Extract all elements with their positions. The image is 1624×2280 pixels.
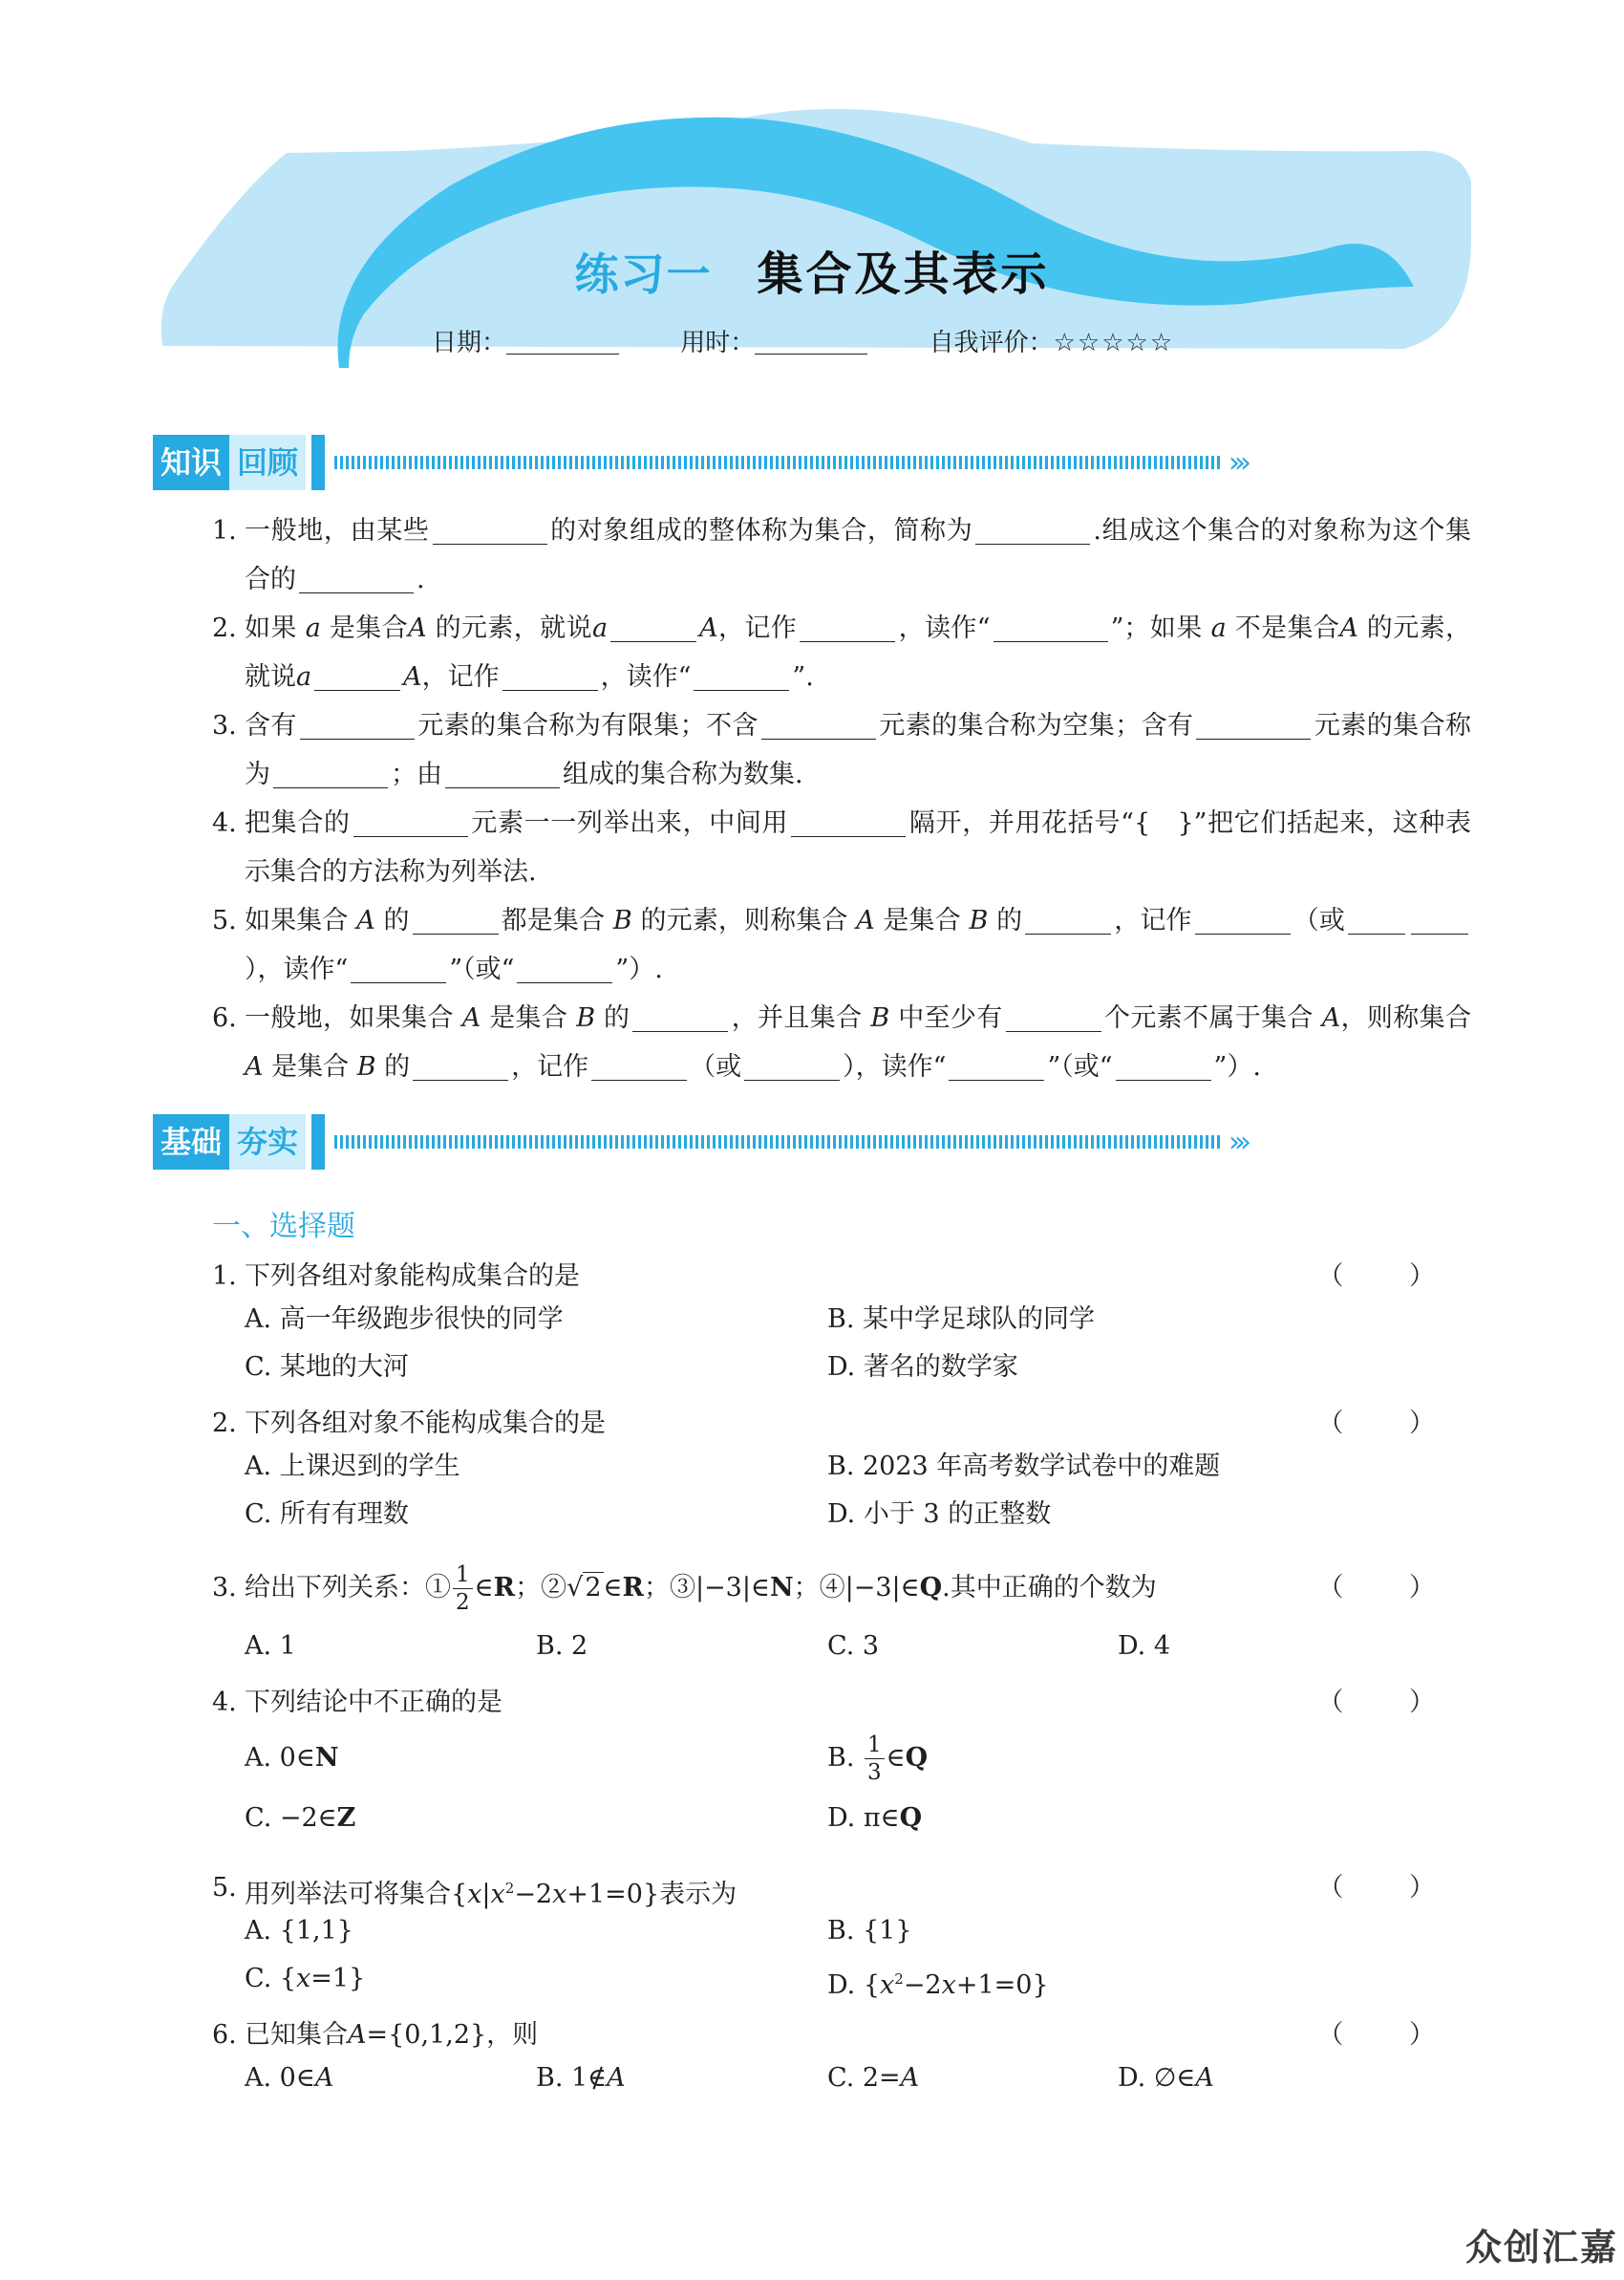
watermark: 众创汇嘉: [1464, 2226, 1618, 2269]
star-rating: ☆☆☆☆☆: [1053, 329, 1175, 357]
question-6: 6. 已知集合A={0,1,2}，则 （ ） A. 0∈A B. 1∉A C. 2=A D. ∅∈A: [212, 2016, 1471, 2102]
self-eval-field: 自我评价：☆☆☆☆☆: [929, 329, 1175, 357]
date-field: 日期：: [432, 323, 619, 358]
list-item: 6. 一般地，如果集合 A 是集合 B 的 ，并且集合 B 中至少有 个元素不属于集合 A，则称集合 A 是集合 B 的 ，记作 （或 ），读作“ ”（或“ ”）.: [212, 1003, 1471, 1082]
option-a: A. 0∈A: [245, 2063, 334, 2093]
list-item: 4. 把集合的 元素一一列举出来，中间用 隔开，并用花括号“{ }”把它们括起来，这种表示集合的方法称为列举法.: [212, 808, 1472, 887]
exercise-label: 练习一: [574, 248, 713, 300]
option-d: D. ∅∈A: [1118, 2063, 1214, 2093]
section-header-basic: 基础 夯实 ›››: [153, 1114, 1246, 1170]
option-d: D. 4: [1118, 1631, 1171, 1661]
question-5: 5. 用列举法可将集合$\{x|x^2-2x+1=0\}$表示为 （ ） A. {1,1} B. {1} C. {x=1} D. $\{x^2-2x+1=0\}$: [212, 1869, 1471, 2003]
answer-paren: （ ）: [1317, 1873, 1464, 1903]
option-b: B. {1}: [827, 1916, 912, 1946]
list-item: 5. 如果集合 A 的 都是集合 B 的元素，则称集合 A 是集合 B 的 ，记作 （或），读作“ ”（或“ ”）.: [212, 896, 1471, 994]
option-c: C. −2∈Z: [245, 1803, 356, 1833]
option-c: C. 2=A: [827, 2063, 920, 2093]
option-d: D. π∈Q: [827, 1803, 923, 1833]
option-a: A. 高一年级跑步很快的同学: [245, 1304, 564, 1334]
answer-paren: （ ）: [1317, 1261, 1464, 1291]
option-b: B. 1∉A: [536, 2063, 626, 2093]
chevrons-icon: ›››: [1229, 445, 1247, 480]
question-1: 1. 下列各组对象能构成集合的是 （ ） A. 高一年级跑步很快的同学 B. 某中学足球队的同学 C. 某地的大河 D. 著名的数学家: [212, 1258, 1471, 1391]
answer-paren: （ ）: [1317, 1688, 1464, 1717]
section-header-review: 知识 回顾 ›››: [153, 435, 1246, 490]
dotted-divider: [334, 1135, 1223, 1149]
list-item: 1. 一般地，由某些 的对象组成的整体称为集合，简称为 .组成这个集合的对象称为这个集合的 .: [212, 516, 1471, 594]
option-b: B. 某中学足球队的同学: [827, 1304, 1096, 1334]
option-a: A. 上课迟到的学生: [245, 1452, 460, 1481]
option-b: B. $\frac{1}{3}$ ∈Q: [827, 1732, 929, 1785]
page-title: [0, 237, 1624, 303]
option-b: B. 2023 年高考数学试卷中的难题: [827, 1452, 1221, 1481]
question-4: 4. 下列结论中不正确的是 （ ） A. 0∈N B. $\frac{1}{3}$ ∈Q C. −2∈Z D. π∈Q: [212, 1684, 1471, 1842]
option-d: D. 小于 3 的正整数: [827, 1499, 1052, 1529]
option-d: D. 著名的数学家: [827, 1352, 1018, 1382]
time-field: 用时：: [680, 323, 867, 358]
exercise-title: 集合及其表示: [757, 247, 1050, 301]
answer-paren: （ ）: [1317, 2020, 1464, 2050]
dotted-divider: [334, 456, 1223, 469]
list-item: 2. 如果 a 是集合A 的元素，就说a A，记作 ，读作“ ”；如果 a 不是集合A 的元素，就说a A，记作 ，读作“ ”.: [212, 613, 1471, 692]
meta-row: [432, 323, 1228, 358]
option-b: B. 2: [536, 1631, 588, 1661]
option-c: C. 所有有理数: [245, 1499, 409, 1529]
choice-heading: 一、选择题: [212, 1210, 355, 1243]
list-item: 3. 含有 元素的集合称为有限集；不含 元素的集合称为空集；含有 元素的集合称为 ；由 组成的集合称为数集.: [212, 711, 1472, 789]
chevrons-icon: ›››: [1229, 1125, 1247, 1159]
question-3: 3. 给出下列关系：① $\frac{1}{2}$ ∈R；②√2∈R；③|−3|∈N；④|−3|∈Q.其中正确的个数为 （ ） A. 1 B. 2 C. 3 D. 4: [212, 1558, 1471, 1670]
option-c: C. 某地的大河: [245, 1352, 409, 1382]
option-d: D. $\{x^2-2x+1=0\}$: [827, 1970, 1049, 2000]
question-2: 2. 下列各组对象不能构成集合的是 （ ） A. 上课迟到的学生 B. 2023 年高考数学试卷中的难题 C. 所有有理数 D. 小于 3 的正整数: [212, 1405, 1471, 1538]
option-a: A. {1,1}: [245, 1916, 353, 1946]
option-a: A. 1: [245, 1631, 296, 1661]
answer-paren: （ ）: [1317, 1409, 1464, 1438]
option-a: A. 0∈N: [245, 1743, 339, 1773]
option-c: C. 3: [827, 1631, 880, 1661]
answer-paren: （ ）: [1317, 1573, 1464, 1602]
option-c: C. {x=1}: [245, 1964, 366, 1993]
fill-in-list: [212, 506, 1471, 1091]
